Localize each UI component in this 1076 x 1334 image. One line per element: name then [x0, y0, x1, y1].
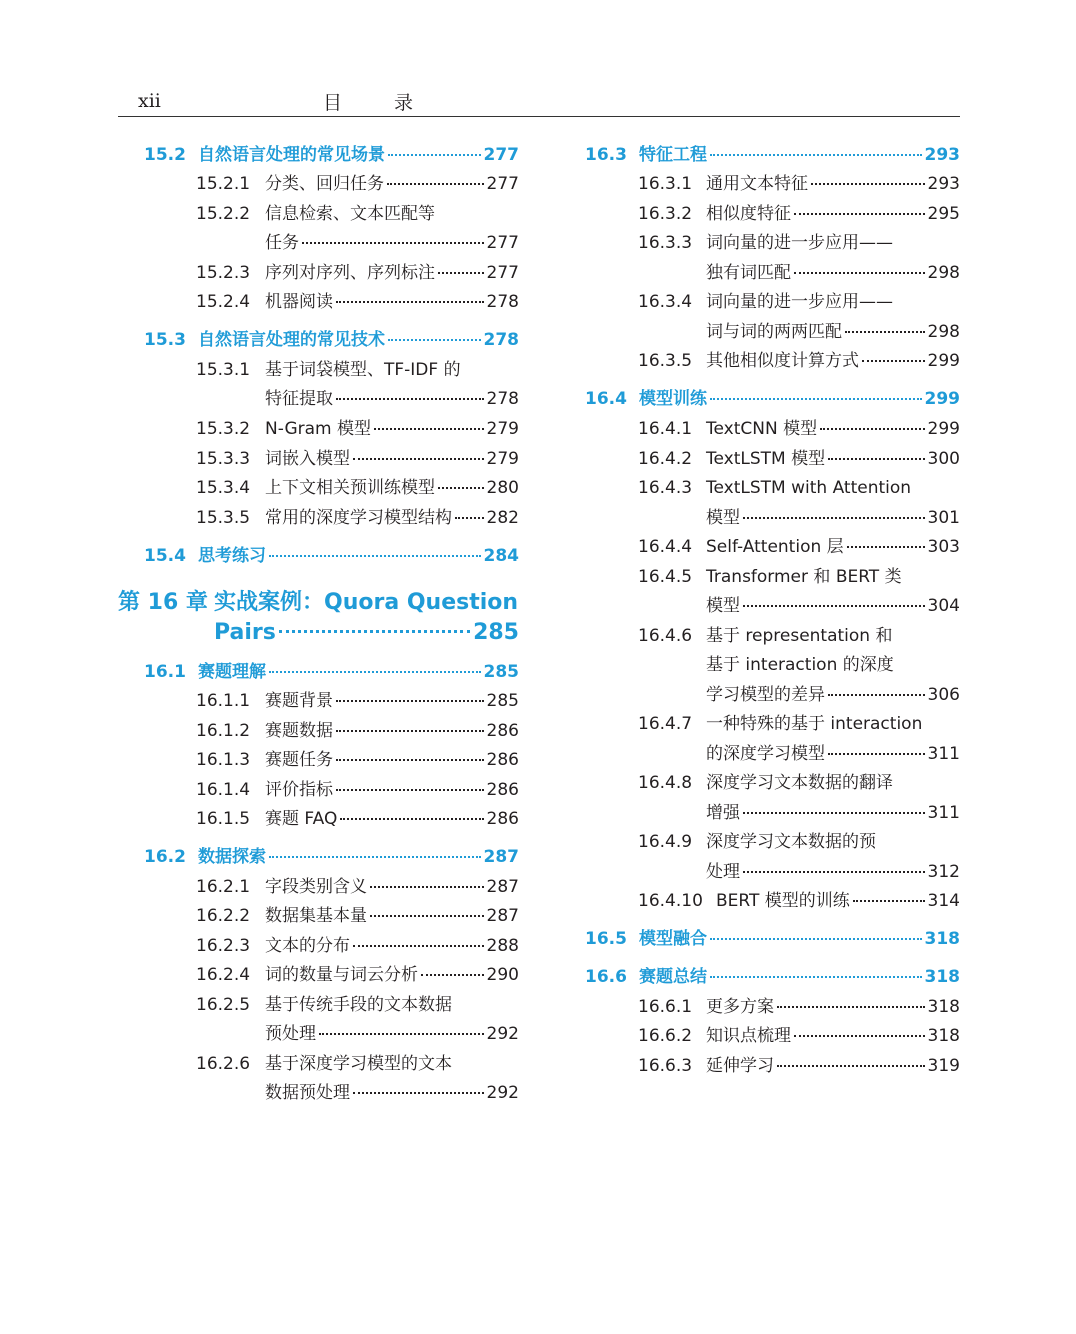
- leader-dots: [794, 1035, 925, 1037]
- toc-section-16-6[interactable]: 16.6 赛题总结 318: [585, 967, 960, 987]
- leader-dots: [438, 487, 484, 489]
- toc-subsection-16-1-3[interactable]: 16.1.3 赛题任务 286: [196, 750, 519, 770]
- toc-subsection-15-3-3[interactable]: 15.3.3 词嵌入模型 279: [196, 449, 519, 469]
- leader-dots: [710, 938, 922, 940]
- toc-subsection-16-4-5-cont[interactable]: 模型 304: [706, 596, 960, 616]
- leader-dots: [319, 1033, 484, 1035]
- toc-subsection-16-4-3[interactable]: 16.4.3 TextLSTM with Attention: [638, 478, 912, 498]
- leader-dots: [279, 630, 470, 633]
- leader-dots: [370, 915, 484, 917]
- leader-dots: [794, 272, 925, 274]
- toc-subsection-16-4-10[interactable]: 16.4.10 BERT 模型的训练 314: [638, 891, 960, 911]
- toc-section-15-2[interactable]: 15.2 自然语言处理的常见场景 277: [144, 145, 519, 165]
- leader-dots: [353, 1092, 484, 1094]
- leader-dots: [353, 458, 484, 460]
- toc-subsection-16-2-6[interactable]: 16.2.6 基于深度学习模型的文本: [196, 1054, 452, 1074]
- toc-subsection-16-2-3[interactable]: 16.2.3 文本的分布 288: [196, 936, 519, 956]
- toc-subsection-16-4-6-cont1[interactable]: 基于 interaction 的深度: [706, 655, 894, 675]
- toc-subsection-16-3-3-cont[interactable]: 独有词匹配 298: [706, 263, 960, 283]
- leader-dots: [794, 213, 925, 215]
- toc-subsection-15-2-2-cont[interactable]: 任务 277: [265, 233, 519, 253]
- toc-chapter-16-cont[interactable]: Pairs 285: [214, 620, 519, 645]
- leader-dots: [336, 700, 484, 702]
- toc-subsection-15-3-5[interactable]: 15.3.5 常用的深度学习模型结构 282: [196, 508, 519, 528]
- leader-dots: [743, 871, 925, 873]
- toc-subsection-16-4-9[interactable]: 16.4.9 深度学习文本数据的预: [638, 832, 876, 852]
- toc-subsection-16-4-4[interactable]: 16.4.4 Self-Attention 层 303: [638, 537, 960, 557]
- leader-dots: [387, 183, 484, 185]
- leader-dots: [853, 900, 925, 902]
- toc-subsection-16-1-2[interactable]: 16.1.2 赛题数据 286: [196, 721, 519, 741]
- toc-subsection-16-4-5[interactable]: 16.4.5 Transformer 和 BERT 类: [638, 567, 902, 587]
- leader-dots: [370, 886, 484, 888]
- leader-dots: [828, 753, 925, 755]
- leader-dots: [777, 1006, 925, 1008]
- toc-subsection-16-4-6[interactable]: 16.4.6 基于 representation 和: [638, 626, 893, 646]
- toc-subsection-15-2-3[interactable]: 15.2.3 序列对序列、序列标注 277: [196, 263, 519, 283]
- running-header: [118, 88, 960, 117]
- toc-section-16-3[interactable]: 16.3 特征工程 293: [585, 145, 960, 165]
- toc-subsection-16-2-5-cont[interactable]: 预处理 292: [265, 1024, 519, 1044]
- toc-subsection-16-2-1[interactable]: 16.2.1 字段类别含义 287: [196, 877, 519, 897]
- toc-subsection-16-6-2[interactable]: 16.6.2 知识点梳理 318: [638, 1026, 960, 1046]
- leader-dots: [438, 272, 484, 274]
- leader-dots: [828, 458, 924, 460]
- leader-dots: [710, 398, 922, 400]
- leader-dots: [336, 789, 484, 791]
- toc-subsection-16-3-4-cont[interactable]: 词与词的两两匹配 298: [706, 322, 960, 342]
- leader-dots: [828, 694, 925, 696]
- toc-subsection-16-3-1[interactable]: 16.3.1 通用文本特征 293: [638, 174, 960, 194]
- toc-subsection-15-2-1[interactable]: 15.2.1 分类、回归任务 277: [196, 174, 519, 194]
- toc-subsection-16-6-3[interactable]: 16.6.3 延伸学习 319: [638, 1056, 960, 1076]
- toc-section-15-3[interactable]: 15.3 自然语言处理的常见技术 278: [144, 330, 519, 350]
- leader-dots: [336, 398, 484, 400]
- toc-subsection-15-3-2[interactable]: 15.3.2 N-Gram 模型 279: [196, 419, 519, 439]
- toc-subsection-15-2-4[interactable]: 15.2.4 机器阅读 278: [196, 292, 519, 312]
- leader-dots: [336, 301, 484, 303]
- header-title: 目录: [323, 92, 466, 114]
- leader-dots: [743, 812, 925, 814]
- toc-subsection-16-4-2[interactable]: 16.4.2 TextLSTM 模型 300: [638, 449, 960, 469]
- leader-dots: [353, 945, 484, 947]
- toc-subsection-16-2-4[interactable]: 16.2.4 词的数量与词云分析 290: [196, 965, 519, 985]
- leader-dots: [845, 331, 925, 333]
- toc-subsection-16-1-5[interactable]: 16.1.5 赛题 FAQ 286: [196, 809, 519, 829]
- toc-subsection-16-4-7[interactable]: 16.4.7 一种特殊的基于 interaction: [638, 714, 923, 734]
- toc-subsection-15-3-1[interactable]: 15.3.1 基于词袋模型、TF-IDF 的: [196, 360, 461, 380]
- toc-subsection-16-4-7-cont[interactable]: 的深度学习模型 311: [706, 744, 960, 764]
- toc-section-15-4[interactable]: 15.4 思考练习 284: [144, 546, 519, 566]
- leader-dots: [269, 555, 481, 557]
- leader-dots: [269, 856, 481, 858]
- leader-dots: [421, 974, 484, 976]
- leader-dots: [811, 183, 925, 185]
- leader-dots: [340, 818, 483, 820]
- leader-dots: [862, 360, 925, 362]
- leader-dots: [743, 605, 925, 607]
- toc-subsection-16-4-3-cont[interactable]: 模型 301: [706, 508, 960, 528]
- leader-dots: [336, 730, 484, 732]
- toc-subsection-16-3-5[interactable]: 16.3.5 其他相似度计算方式 299: [638, 351, 960, 371]
- toc-subsection-16-6-1[interactable]: 16.6.1 更多方案 318: [638, 997, 960, 1017]
- toc-subsection-16-3-2[interactable]: 16.3.2 相似度特征 295: [638, 204, 960, 224]
- toc-subsection-16-4-8[interactable]: 16.4.8 深度学习文本数据的翻译: [638, 773, 893, 793]
- leader-dots: [374, 428, 484, 430]
- toc-subsection-16-4-8-cont[interactable]: 增强 311: [706, 803, 960, 823]
- toc-subsection-16-3-3[interactable]: 16.3.3 词向量的进一步应用——: [638, 233, 893, 253]
- toc-subsection-15-3-1-cont[interactable]: 特征提取 278: [265, 389, 519, 409]
- leader-dots: [710, 154, 922, 156]
- leader-dots: [388, 339, 481, 341]
- leader-dots: [743, 517, 925, 519]
- leader-dots: [847, 546, 925, 548]
- toc-subsection-16-4-9-cont[interactable]: 处理 312: [706, 862, 960, 882]
- leader-dots: [820, 428, 924, 430]
- toc-subsection-16-2-2[interactable]: 16.2.2 数据集基本量 287: [196, 906, 519, 926]
- toc-section-16-4[interactable]: 16.4 模型训练 299: [585, 389, 960, 409]
- leader-dots: [302, 242, 484, 244]
- leader-dots: [455, 517, 484, 519]
- page-number: xii: [138, 90, 161, 112]
- toc-section-16-5[interactable]: 16.5 模型融合 318: [585, 929, 960, 949]
- toc-subsection-16-4-1[interactable]: 16.4.1 TextCNN 模型 299: [638, 419, 960, 439]
- toc-section-16-1[interactable]: 16.1 赛题理解 285: [144, 662, 519, 682]
- toc-subsection-16-1-1[interactable]: 16.1.1 赛题背景 285: [196, 691, 519, 711]
- toc-subsection-16-2-6-cont[interactable]: 数据预处理 292: [265, 1083, 519, 1103]
- leader-dots: [388, 154, 481, 156]
- leader-dots: [269, 671, 481, 673]
- leader-dots: [336, 759, 484, 761]
- toc-section-16-2[interactable]: 16.2 数据探索 287: [144, 847, 519, 867]
- toc-subsection-15-3-4[interactable]: 15.3.4 上下文相关预训练模型 280: [196, 478, 519, 498]
- toc-subsection-16-2-5[interactable]: 16.2.5 基于传统手段的文本数据: [196, 995, 452, 1015]
- toc-subsection-15-2-2[interactable]: 15.2.2 信息检索、文本匹配等: [196, 204, 435, 224]
- toc-chapter-16[interactable]: 第 16 章 实战案例：Quora Question: [118, 590, 519, 615]
- toc-subsection-16-3-4[interactable]: 16.3.4 词向量的进一步应用——: [638, 292, 893, 312]
- leader-dots: [710, 976, 922, 978]
- toc-subsection-16-4-6-cont2[interactable]: 学习模型的差异 306: [706, 685, 960, 705]
- toc-subsection-16-1-4[interactable]: 16.1.4 评价指标 286: [196, 780, 519, 800]
- leader-dots: [777, 1065, 925, 1067]
